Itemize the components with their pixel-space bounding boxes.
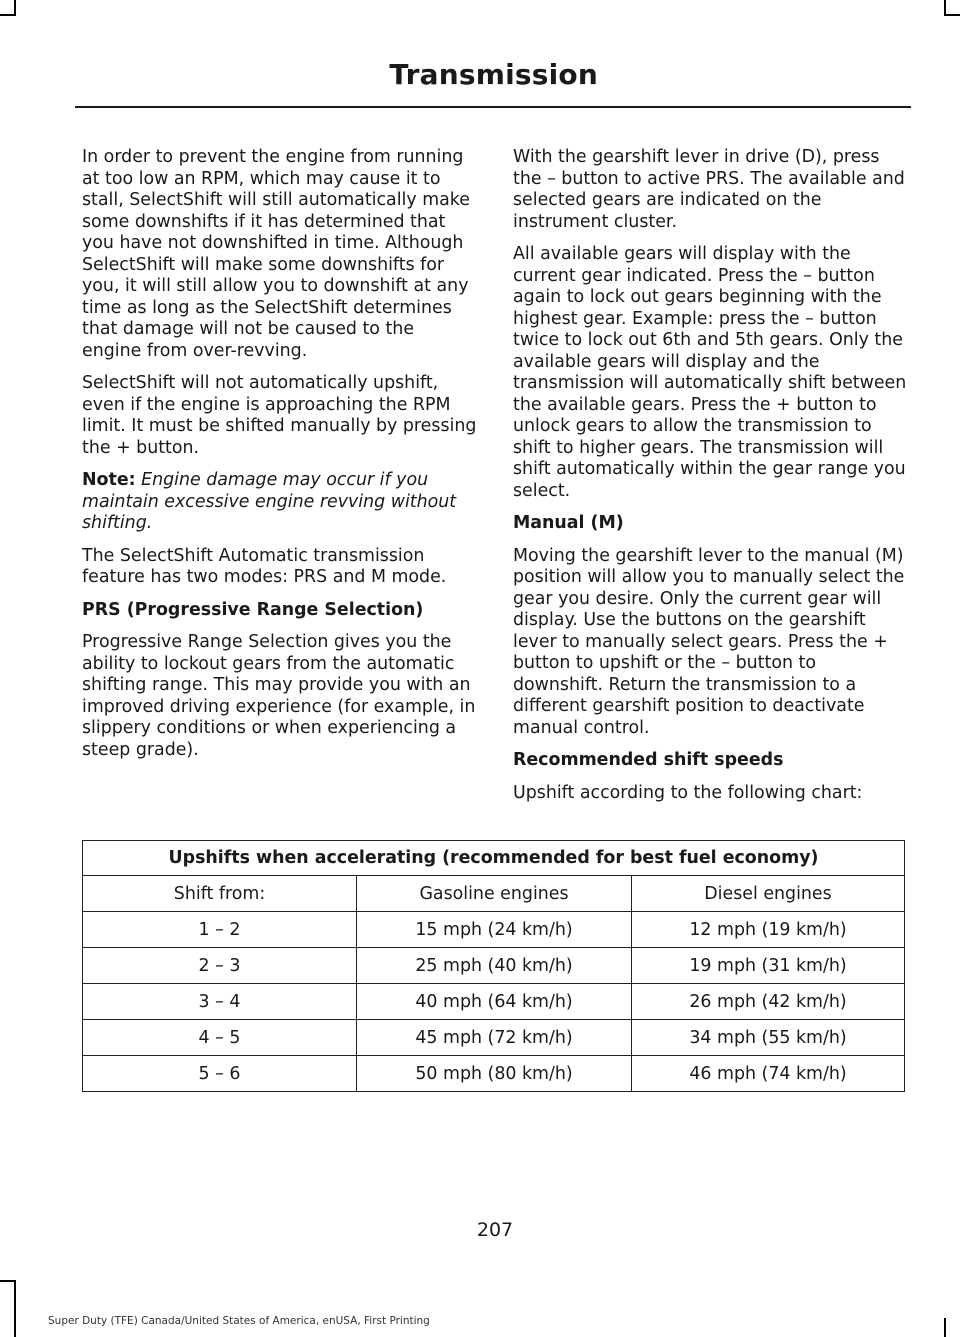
column-header: Diesel engines [632, 876, 905, 912]
table-cell: 2 – 3 [83, 948, 357, 984]
table-cell: 19 mph (31 km/h) [632, 948, 905, 984]
table-row [83, 948, 905, 984]
table-cell: 5 – 6 [83, 1056, 357, 1092]
table-cell: 45 mph (72 km/h) [357, 1020, 632, 1056]
table-caption: Upshifts when accelerating (recommended for best fuel economy) [83, 841, 905, 876]
table-cell: 25 mph (40 km/h) [357, 948, 632, 984]
paragraph: In order to prevent the engine from running at too low an RPM, which may cause it to stall, SelectShift will still automatically make some downshifts if it has determined that you have not downshifted in time. Although SelectShift will make some downshifts for you, it will still allow you to downshift at any time as long as the SelectShift determines that damage will not be caused to the engine from over-revving. [82, 147, 470, 361]
section-title: Transmission [389, 58, 598, 91]
heading-prs: PRS (Progressive Range Selection) [82, 599, 424, 620]
table-row [83, 912, 905, 948]
header-rule [75, 106, 911, 108]
table-cell: 26 mph (42 km/h) [632, 984, 905, 1020]
right-column [513, 147, 908, 815]
column-header: Gasoline engines [357, 876, 632, 912]
table-cell: 12 mph (19 km/h) [632, 912, 905, 948]
table-cell: 40 mph (64 km/h) [357, 984, 632, 1020]
footer-text: Super Duty (TFE) Canada/United States of America, enUSA, First Printing [48, 1315, 430, 1327]
paragraph: SelectShift will not automatically upshift, even if the engine is approaching the RPM limit. It must be shifted manually by pressing the + button. [82, 373, 477, 458]
note-text: Engine damage may occur if you maintain excessive engine revving without shifting. [82, 470, 457, 533]
shift-speeds-table [82, 840, 905, 1092]
paragraph: Moving the gearshift lever to the manual (M) position will allow you to manually select the gear you desire. Only the current gear will display. Use the buttons on the gearshift lever to manually select gears. Press the + button to upshift or the – button to downshift. Return the transmission to a different gearshift position to deactivate manual control. [513, 545, 905, 738]
paragraph: With the gearshift lever in drive (D), press the – button to active PRS. The available and selected gears are indicated on the instrument cluster. [513, 147, 905, 232]
crop-mark-bottom-left [14, 1280, 16, 1337]
table-row [83, 984, 905, 1020]
table-cell: 15 mph (24 km/h) [357, 912, 632, 948]
note [82, 470, 477, 535]
table-cell: 4 – 5 [83, 1020, 357, 1056]
crop-mark-top-right-h [944, 14, 960, 16]
note-label: Note: [82, 470, 136, 490]
paragraph: The SelectShift Automatic transmission feature has two modes: PRS and M mode. [82, 545, 447, 587]
table-cell: 34 mph (55 km/h) [632, 1020, 905, 1056]
paragraph: Upshift according to the following chart: [513, 782, 863, 803]
heading-shift-speeds: Recommended shift speeds [513, 750, 784, 770]
crop-mark-bottom-right [944, 1318, 946, 1337]
table-cell: 3 – 4 [83, 984, 357, 1020]
heading-manual: Manual (M) [513, 513, 624, 533]
table-cell: 46 mph (74 km/h) [632, 1056, 905, 1092]
column-header: Shift from: [83, 876, 357, 912]
table-caption-row [83, 841, 905, 876]
table-cell: 1 – 2 [83, 912, 357, 948]
paragraph: Progressive Range Selection gives you the ability to lockout gears from the automatic shifting range. This may provide you with an improved driving experience (for example, in slippery conditions or when experiencing a steep grade). [82, 632, 476, 760]
left-column [82, 147, 477, 772]
paragraph: All available gears will display with the current gear indicated. Press the – button again to lock out gears beginning with the highest gear. Example: press the – button twice to lock out 6th and 5th gears. Only the available gears will display and the transmission will automatically shift between the available gears. Press the + button to unlock gears to allow the transmission to shift to higher gears. The transmission will shift automatically within the gear range you select. [513, 244, 907, 501]
table-row [83, 1056, 905, 1092]
table-row [83, 1020, 905, 1056]
table-cell: 50 mph (80 km/h) [357, 1056, 632, 1092]
crop-mark-bottom-left-h [0, 1280, 16, 1282]
crop-mark-top-left-h [0, 14, 16, 16]
table-header-row [83, 876, 905, 912]
page-number: 207 [476, 1219, 514, 1241]
